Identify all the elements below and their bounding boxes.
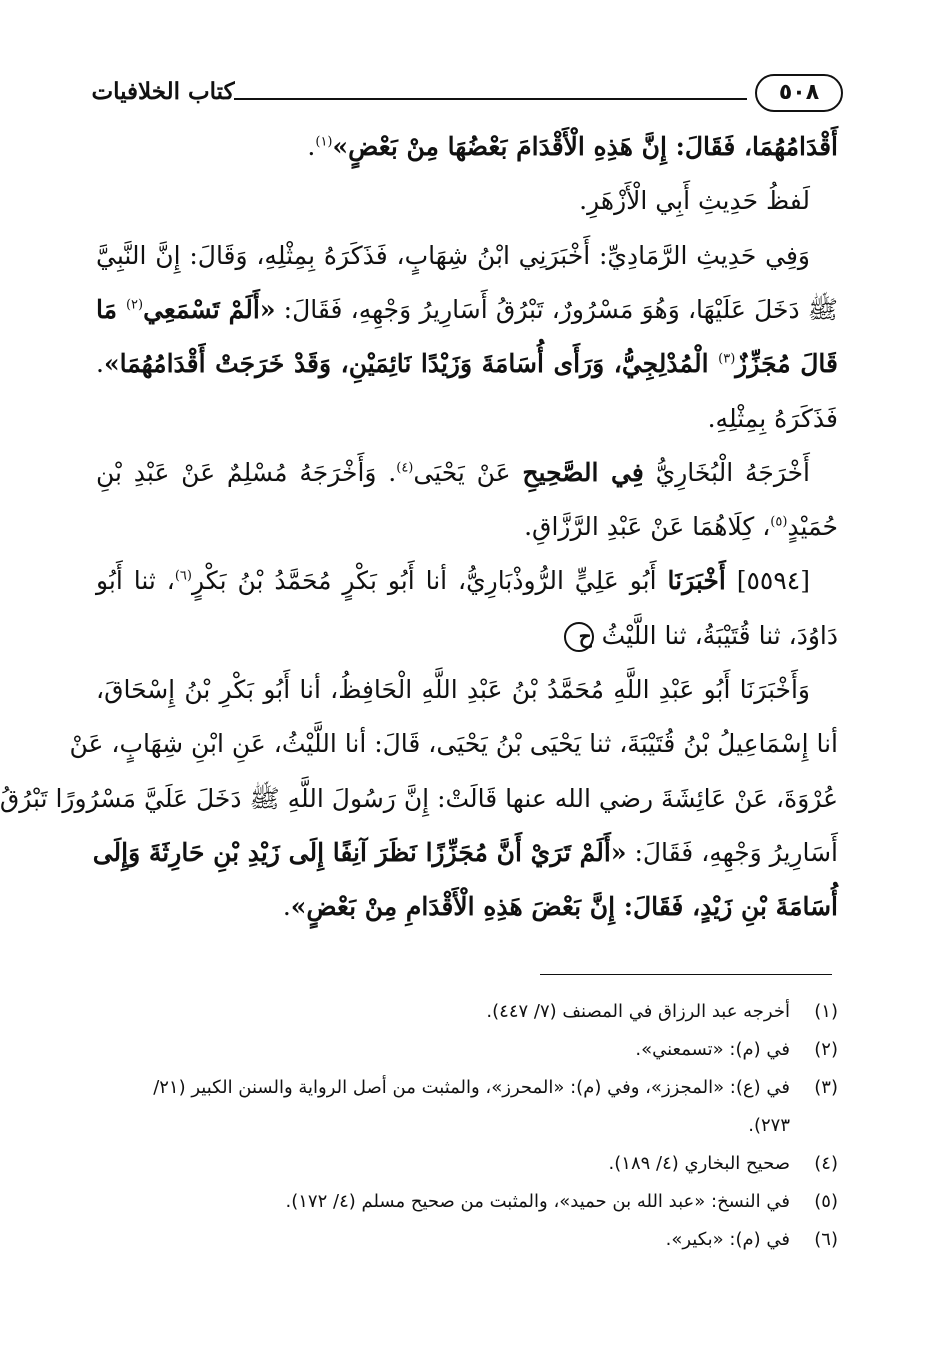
- footnote-marker: (٦): [174, 569, 192, 585]
- hadith-text: أَقْدَامُهُمَا، فَقَالَ: إِنَّ هَذِهِ الْأَقْدَامَ بَعْضُهَا مِنْ بَعْضٍ»: [332, 132, 838, 161]
- text-line: [96, 339, 838, 389]
- narration-text: .: [307, 132, 316, 161]
- footnote-text: في (م): «بكير».: [665, 1229, 790, 1250]
- narration-text: ﷺ دَخَلَ عَلَيْهَا، وَهُوَ مَسْرُورٌ، تَبْرُقُ أَسَارِيرُ وَجْهِهِ، فَقَالَ:: [275, 294, 838, 324]
- text-line: [0, 774, 838, 824]
- narration-text: ، كِلَاهُمَا عَنْ عَبْدِ الرَّزَّاقِ.: [524, 512, 771, 542]
- text-line: [96, 285, 838, 335]
- narration-text: عُرْوَةَ، عَنْ عَائِشَةَ رضي الله عنها قَالَتْ: إِنَّ رَسُولَ اللَّهِ ﷺ دَخَلَ عَلَيَّ مَسْرُورًا تَبْرُقُ: [0, 783, 838, 813]
- narration-text: حُمَيْدٍ: [787, 512, 838, 542]
- text-line: [96, 665, 838, 715]
- footnote-marker: (٥): [770, 514, 788, 530]
- footnote: [86, 1070, 838, 1106]
- footnote-marker: (١): [315, 134, 333, 150]
- text-line: [96, 176, 838, 226]
- book-title: كتاب الخلافيات: [91, 78, 235, 105]
- footnote-text: أخرجه عبد الرزاق في المصنف (٧/ ٤٤٧).: [486, 1001, 790, 1022]
- text-line: [96, 882, 838, 932]
- narration-text: .: [96, 349, 104, 379]
- hadith-text: فِي الصَّحِيحِ: [522, 457, 644, 487]
- narration-text: وَفِي حَدِيثِ الرَّمَادِيِّ: أَخْبَرَنِي ابْنُ شِهَابٍ، فَذَكَرَهُ بِمِثْلِهِ، وَقَالَ: إِنَّ النَّبِيَّ: [96, 240, 810, 270]
- footnote: [86, 1222, 838, 1258]
- footnote-number: (٢): [814, 1039, 838, 1060]
- hadith-text: مَا: [96, 294, 126, 324]
- narration-text: لَفظُ حَدِيثِ أَبِي الْأَزْهَرِ.: [579, 186, 810, 216]
- footnote-number: (٦): [814, 1229, 838, 1250]
- narration-text: أَسَارِيرُ وَجْهِهِ، فَقَالَ:: [626, 837, 838, 867]
- footnote-continuation: ٢٧٣).: [748, 1115, 790, 1136]
- footnote-marker: (٤): [396, 460, 414, 476]
- footnote-rule: [540, 974, 832, 975]
- hadith-text: الْمُدْلِجِيُّ، وَرَأَى أُسَامَةَ وَزَيْدًا نَائِمَيْنِ، وَقَدْ خَرَجَتْ أَقْدَامُهُمَا»: [103, 349, 719, 379]
- text-line: [92, 828, 838, 878]
- text-line: [96, 611, 838, 661]
- narration-text: فَذَكَرَهُ بِمِثْلِهِ.: [707, 403, 838, 433]
- narration-text: . وَأَخْرَجَهُ مُسْلِمٌ عَنْ عَبْدِ بْنِ: [96, 457, 397, 487]
- hadith-text: «أَلَمْ تَرَيْ أَنَّ مُجَزِّزًا نَظَرَ آنِفًا إِلَى زَيْدِ بْنِ حَارِثَةَ وَإِلَى: [92, 837, 627, 867]
- narration-text: عَنْ يَحْيَى: [413, 457, 523, 487]
- text-line: [96, 556, 838, 606]
- narration-text: [٥٥٩٤]: [725, 566, 810, 596]
- footnote: [86, 1032, 838, 1068]
- narration-text: دَاوُدَ، ثنا قُتَيْبَةُ، ثنا اللَّيْثُ: [593, 620, 838, 650]
- footnote-text: صحيح البخاري (٤/ ١٨٩).: [608, 1153, 790, 1174]
- hadith-text: «أَلَمْ تَسْمَعِي: [143, 294, 276, 324]
- narration-text: أَخْرَجَهُ الْبُخَارِيُّ: [643, 457, 811, 487]
- footnote-marker: (٣): [718, 351, 736, 367]
- footnote: [86, 994, 838, 1030]
- text-line: [96, 502, 838, 552]
- text-line: [96, 394, 838, 444]
- footnote-number: (٣): [814, 1077, 838, 1098]
- text-line: [69, 719, 838, 769]
- footnote-number: (١): [814, 1001, 838, 1022]
- page-number: ٥٠٨: [755, 74, 843, 112]
- hadith-text: أَخْبَرَنَا: [667, 566, 726, 596]
- footnote-number: (٥): [814, 1191, 838, 1212]
- header-rule: [234, 98, 747, 100]
- footnote: [86, 1184, 838, 1220]
- narration-text: .: [282, 892, 291, 922]
- footnote-number: (٤): [814, 1153, 838, 1174]
- narration-text: أَبُو عَلِيٍّ الرُّوذْبَارِيُّ، أنا أَبُو بَكْرٍ مُحَمَّدُ بْنُ بَكْرٍ: [191, 566, 668, 596]
- hadith-text: قَالَ مُجَزِّزٌ: [735, 349, 838, 379]
- footnote-text: في (م): «تسمعني».: [635, 1039, 790, 1060]
- footnote-text: في (ع): «المجزز»، وفي (م): «المحرز»، والمثبت من أصل الرواية والسنن الكبير (٢١/: [153, 1077, 790, 1098]
- footnote: [86, 1146, 838, 1182]
- narration-text: أنا إِسْمَاعِيلُ بْنُ قُتَيْبَةَ، ثنا يَحْيَى بْنُ يَحْيَى، قَالَ: أنا اللَّيْثُ، عَنِ ابْنِ شِهَابٍ، عَنْ: [69, 729, 838, 759]
- text-line: [96, 231, 838, 281]
- footnote-text: في النسخ: «عبد الله بن حميد»، والمثبت من صحيح مسلم (٤/ ١٧٢).: [285, 1191, 790, 1212]
- footnote-marker: (٢): [125, 297, 144, 313]
- text-line: [96, 448, 838, 498]
- text-line: [96, 122, 838, 172]
- isnad-switch-marker: ح: [564, 622, 594, 652]
- hadith-text: أُسَامَةَ بْنِ زَيْدٍ، فَقَالَ: إِنَّ بَعْضَ هَذِهِ الْأَقْدَامِ مِنْ بَعْضٍ»: [290, 892, 838, 922]
- narration-text: وَأَخْبَرَنَا أَبُو عَبْدِ اللَّهِ مُحَمَّدُ بْنُ عَبْدِ اللَّهِ الْحَافِظُ، أنا أَبُو بَكْرِ بْنُ إِسْحَاقَ،: [96, 675, 810, 704]
- narration-text: ، ثنا أَبُو: [96, 566, 175, 596]
